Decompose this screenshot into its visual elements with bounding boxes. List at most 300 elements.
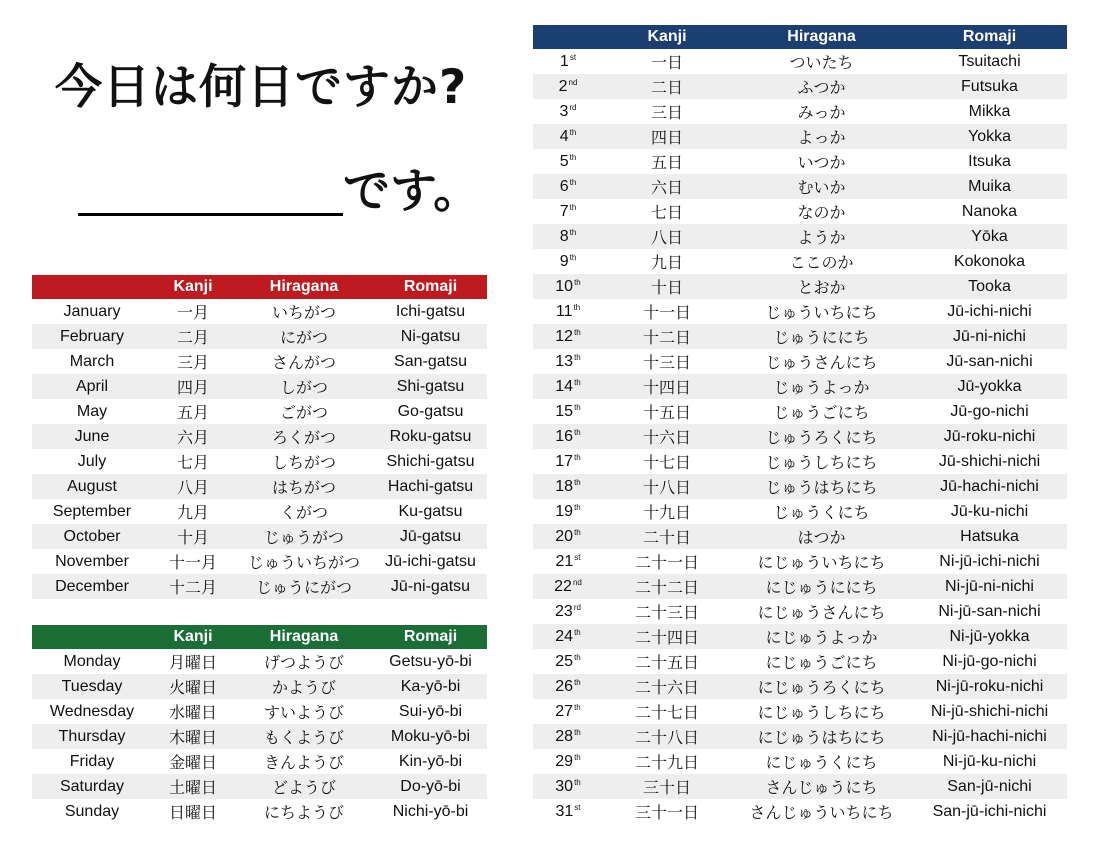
romaji-cell: Mikka <box>912 99 1067 124</box>
month-row <box>32 549 487 574</box>
ordinal-cell <box>533 49 603 74</box>
ordinal-number: 1 <box>559 52 569 70</box>
ordinal-suffix: th <box>573 302 581 312</box>
ordinal-cell <box>533 499 603 524</box>
ordinal-suffix: th <box>574 677 581 687</box>
romaji-cell: Kin-yō-bi <box>374 749 487 774</box>
ordinal-cell <box>533 449 603 474</box>
ordinal-cell <box>533 674 603 699</box>
ordinal-suffix: th <box>574 752 581 762</box>
header-empty <box>533 25 603 49</box>
ordinal-number: 28 <box>555 727 574 745</box>
ordinal-cell <box>533 549 603 574</box>
hiragana-cell: さんがつ <box>234 349 374 374</box>
header-romaji: Romaji <box>912 25 1067 49</box>
kanji-cell: 十二月 <box>152 574 234 599</box>
romaji-cell: Jū-go-nichi <box>912 399 1067 424</box>
romaji-cell: Ichi-gatsu <box>374 299 487 324</box>
kanji-cell: 二月 <box>152 324 234 349</box>
month-row <box>32 349 487 374</box>
ordinal-suffix: th <box>574 377 581 387</box>
ordinal-suffix: st <box>574 802 581 812</box>
romaji-cell: Jū-ichi-gatsu <box>374 549 487 574</box>
header-hiragana: Hiragana <box>234 625 374 649</box>
hiragana-cell: じゅういちにち <box>731 299 912 324</box>
date-row <box>533 224 1067 249</box>
english-cell: Wednesday <box>32 699 152 724</box>
hiragana-cell: げつようび <box>234 649 374 674</box>
kanji-cell: 二十四日 <box>603 624 731 649</box>
month-row <box>32 574 487 599</box>
hiragana-cell: ついたち <box>731 49 912 74</box>
ordinal-cell <box>533 474 603 499</box>
hiragana-cell: じゅうごにち <box>731 399 912 424</box>
romaji-cell: Jū-shichi-nichi <box>912 449 1067 474</box>
romaji-cell: Yokka <box>912 124 1067 149</box>
ordinal-number: 19 <box>555 502 574 520</box>
date-row <box>533 749 1067 774</box>
kanji-cell: 二十三日 <box>603 599 731 624</box>
romaji-cell: Jū-ku-nichi <box>912 499 1067 524</box>
hiragana-cell: はちがつ <box>234 474 374 499</box>
hiragana-cell: よっか <box>731 124 912 149</box>
ordinal-number: 20 <box>555 527 574 545</box>
kanji-cell: 六日 <box>603 174 731 199</box>
kanji-cell: 日曜日 <box>152 799 234 824</box>
romaji-cell: Ni-jū-go-nichi <box>912 649 1067 674</box>
months-table <box>32 275 487 599</box>
hiragana-cell: さんじゅういちにち <box>731 799 912 824</box>
weekday-row <box>32 799 487 824</box>
romaji-cell: Hatsuka <box>912 524 1067 549</box>
date-row <box>533 799 1067 824</box>
ordinal-cell <box>533 699 603 724</box>
date-row <box>533 574 1067 599</box>
english-cell: December <box>32 574 152 599</box>
month-row <box>32 299 487 324</box>
hiragana-cell: なのか <box>731 199 912 224</box>
ordinal-cell <box>533 249 603 274</box>
english-cell: February <box>32 324 152 349</box>
english-cell: April <box>32 374 152 399</box>
weekdays-table <box>32 625 487 824</box>
date-row <box>533 149 1067 174</box>
ordinal-suffix: th <box>569 127 577 137</box>
romaji-cell: Ni-jū-ichi-nichi <box>912 549 1067 574</box>
weekday-row <box>32 699 487 724</box>
hiragana-cell: じゅういちがつ <box>234 549 374 574</box>
kanji-cell: 十八日 <box>603 474 731 499</box>
english-cell: June <box>32 424 152 449</box>
kanji-cell: 五日 <box>603 149 731 174</box>
month-row <box>32 399 487 424</box>
date-row <box>533 249 1067 274</box>
ordinal-suffix: th <box>574 477 581 487</box>
english-cell: September <box>32 499 152 524</box>
weekday-row <box>32 649 487 674</box>
romaji-cell: Getsu-yō-bi <box>374 649 487 674</box>
ordinal-number: 13 <box>555 352 574 370</box>
kanji-cell: 七月 <box>152 449 234 474</box>
ordinal-cell <box>533 324 603 349</box>
weekday-row <box>32 749 487 774</box>
ordinal-number: 11 <box>555 302 573 320</box>
header-hiragana: Hiragana <box>731 25 912 49</box>
english-cell: Thursday <box>32 724 152 749</box>
romaji-cell: Moku-yō-bi <box>374 724 487 749</box>
date-row <box>533 199 1067 224</box>
romaji-cell: Go-gatsu <box>374 399 487 424</box>
ordinal-number: 31 <box>555 802 574 820</box>
english-cell: Friday <box>32 749 152 774</box>
ordinal-number: 18 <box>555 477 574 495</box>
ordinal-cell <box>533 649 603 674</box>
ordinal-cell <box>533 174 603 199</box>
month-row <box>32 324 487 349</box>
romaji-cell: Ni-jū-ni-nichi <box>912 574 1067 599</box>
header-romaji: Romaji <box>374 625 487 649</box>
ordinal-number: 23 <box>555 602 573 620</box>
kanji-cell: 金曜日 <box>152 749 234 774</box>
month-row <box>32 524 487 549</box>
kanji-cell: 月曜日 <box>152 649 234 674</box>
romaji-cell: Hachi-gatsu <box>374 474 487 499</box>
date-row <box>533 549 1067 574</box>
hiragana-cell: にじゅうしちにち <box>731 699 912 724</box>
hiragana-cell: すいようび <box>234 699 374 724</box>
ordinal-suffix: th <box>574 627 581 637</box>
header-empty <box>32 625 152 649</box>
romaji-cell: Ni-jū-yokka <box>912 624 1067 649</box>
romaji-cell: Jū-san-nichi <box>912 349 1067 374</box>
month-row <box>32 449 487 474</box>
ordinal-number: 6 <box>559 177 569 195</box>
ordinal-cell <box>533 374 603 399</box>
romaji-cell: Roku-gatsu <box>374 424 487 449</box>
hiragana-cell: にじゅうごにち <box>731 649 912 674</box>
hiragana-cell: じゅうよっか <box>731 374 912 399</box>
romaji-cell: San-jū-nichi <box>912 774 1067 799</box>
english-cell: August <box>32 474 152 499</box>
ordinal-number: 9 <box>559 252 569 270</box>
hiragana-cell: きんようび <box>234 749 374 774</box>
kanji-cell: 十日 <box>603 274 731 299</box>
kanji-cell: 二十八日 <box>603 724 731 749</box>
hiragana-cell: もくようび <box>234 724 374 749</box>
kanji-cell: 六月 <box>152 424 234 449</box>
kanji-cell: 八日 <box>603 224 731 249</box>
ordinal-number: 22 <box>554 577 572 595</box>
kanji-cell: 三月 <box>152 349 234 374</box>
ordinal-number: 2 <box>558 77 568 95</box>
romaji-cell: Nanoka <box>912 199 1067 224</box>
romaji-cell: Jū-hachi-nichi <box>912 474 1067 499</box>
romaji-cell: Jū-gatsu <box>374 524 487 549</box>
month-row <box>32 474 487 499</box>
header-kanji: Kanji <box>152 625 234 649</box>
kanji-cell: 二日 <box>603 74 731 99</box>
ordinal-cell <box>533 399 603 424</box>
hiragana-cell: さんじゅうにち <box>731 774 912 799</box>
ordinal-number: 30 <box>555 777 574 795</box>
ordinal-cell <box>533 624 603 649</box>
kanji-cell: 十六日 <box>603 424 731 449</box>
ordinal-number: 27 <box>555 702 574 720</box>
ordinal-suffix: th <box>569 252 577 262</box>
kanji-cell: 十四日 <box>603 374 731 399</box>
english-cell: Monday <box>32 649 152 674</box>
ordinal-cell <box>533 149 603 174</box>
romaji-cell: Do-yō-bi <box>374 774 487 799</box>
english-cell: October <box>32 524 152 549</box>
ordinal-number: 7 <box>559 202 569 220</box>
kanji-cell: 十一日 <box>603 299 731 324</box>
romaji-cell: Ni-gatsu <box>374 324 487 349</box>
kanji-cell: 四月 <box>152 374 234 399</box>
month-row <box>32 499 487 524</box>
date-row <box>533 499 1067 524</box>
ordinal-number: 12 <box>555 327 574 345</box>
romaji-cell: Shichi-gatsu <box>374 449 487 474</box>
romaji-cell: Ni-jū-ku-nichi <box>912 749 1067 774</box>
weekdays-header-row <box>32 625 487 649</box>
ordinal-suffix: th <box>574 352 581 362</box>
date-row <box>533 124 1067 149</box>
ordinal-suffix: th <box>569 177 577 187</box>
ordinal-suffix: th <box>574 702 581 712</box>
hiragana-cell: ようか <box>731 224 912 249</box>
hiragana-cell: じゅうくにち <box>731 499 912 524</box>
hiragana-cell: にじゅうはちにち <box>731 724 912 749</box>
kanji-cell: 二十二日 <box>603 574 731 599</box>
hiragana-cell: にじゅういちにち <box>731 549 912 574</box>
romaji-cell: Itsuka <box>912 149 1067 174</box>
hiragana-cell: ろくがつ <box>234 424 374 449</box>
ordinal-cell <box>533 574 603 599</box>
romaji-cell: Jū-ni-nichi <box>912 324 1067 349</box>
romaji-cell: San-jū-ichi-nichi <box>912 799 1067 824</box>
weekday-row <box>32 724 487 749</box>
header-kanji: Kanji <box>152 275 234 299</box>
romaji-cell: Jū-roku-nichi <box>912 424 1067 449</box>
dates-table <box>533 25 1067 824</box>
kanji-cell: 三十一日 <box>603 799 731 824</box>
hiragana-cell: いちがつ <box>234 299 374 324</box>
date-row <box>533 774 1067 799</box>
ordinal-suffix: th <box>569 202 577 212</box>
hiragana-cell: とおか <box>731 274 912 299</box>
ordinal-cell <box>533 349 603 374</box>
kanji-cell: 十一月 <box>152 549 234 574</box>
ordinal-cell <box>533 199 603 224</box>
ordinal-suffix: th <box>569 152 577 162</box>
header-romaji: Romaji <box>374 275 487 299</box>
hiragana-cell: かようび <box>234 674 374 699</box>
kanji-cell: 十九日 <box>603 499 731 524</box>
ordinal-suffix: th <box>574 402 581 412</box>
kanji-cell: 二十一日 <box>603 549 731 574</box>
english-cell: March <box>32 349 152 374</box>
kanji-cell: 八月 <box>152 474 234 499</box>
date-row <box>533 649 1067 674</box>
ordinal-cell <box>533 74 603 99</box>
romaji-cell: Futsuka <box>912 74 1067 99</box>
hiragana-cell: ごがつ <box>234 399 374 424</box>
ordinal-suffix: th <box>574 502 581 512</box>
kanji-cell: 四日 <box>603 124 731 149</box>
kanji-cell: 十七日 <box>603 449 731 474</box>
romaji-cell: Ni-jū-san-nichi <box>912 599 1067 624</box>
date-row <box>533 349 1067 374</box>
romaji-cell: Ku-gatsu <box>374 499 487 524</box>
english-cell: January <box>32 299 152 324</box>
kanji-cell: 十三日 <box>603 349 731 374</box>
romaji-cell: Sui-yō-bi <box>374 699 487 724</box>
romaji-cell: Shi-gatsu <box>374 374 487 399</box>
kanji-cell: 二十六日 <box>603 674 731 699</box>
ordinal-suffix: th <box>574 277 581 287</box>
kanji-cell: 七日 <box>603 199 731 224</box>
date-row <box>533 599 1067 624</box>
page-title: 今日は何日ですか? <box>55 60 468 115</box>
hiragana-cell: にじゅうににち <box>731 574 912 599</box>
date-row <box>533 99 1067 124</box>
hiragana-cell: じゅうにがつ <box>234 574 374 599</box>
kanji-cell: 一月 <box>152 299 234 324</box>
month-row <box>32 424 487 449</box>
hiragana-cell: じゅうさんにち <box>731 349 912 374</box>
ordinal-suffix: rd <box>569 102 577 112</box>
hiragana-cell: みっか <box>731 99 912 124</box>
header-empty <box>32 275 152 299</box>
header-kanji: Kanji <box>603 25 731 49</box>
ordinal-number: 24 <box>555 627 574 645</box>
romaji-cell: Tsuitachi <box>912 49 1067 74</box>
hiragana-cell: くがつ <box>234 499 374 524</box>
ordinal-number: 25 <box>555 652 574 670</box>
kanji-cell: 水曜日 <box>152 699 234 724</box>
ordinal-suffix: th <box>574 427 581 437</box>
kanji-cell: 土曜日 <box>152 774 234 799</box>
date-row <box>533 274 1067 299</box>
kanji-cell: 十月 <box>152 524 234 549</box>
ordinal-cell <box>533 774 603 799</box>
hiragana-cell: にじゅうよっか <box>731 624 912 649</box>
romaji-cell: Jū-ichi-nichi <box>912 299 1067 324</box>
hiragana-cell: はつか <box>731 524 912 549</box>
date-row <box>533 399 1067 424</box>
answer-suffix: です。 <box>343 164 481 219</box>
ordinal-suffix: st <box>569 52 577 62</box>
hiragana-cell: にちようび <box>234 799 374 824</box>
ordinal-suffix: th <box>574 527 581 537</box>
romaji-cell: Tooka <box>912 274 1067 299</box>
weekday-row <box>32 674 487 699</box>
english-cell: Saturday <box>32 774 152 799</box>
hiragana-cell: いつか <box>731 149 912 174</box>
hiragana-cell: じゅうはちにち <box>731 474 912 499</box>
month-row <box>32 374 487 399</box>
weekday-row <box>32 774 487 799</box>
hiragana-cell: にじゅうさんにち <box>731 599 912 624</box>
english-cell: November <box>32 549 152 574</box>
ordinal-number: 10 <box>555 277 574 295</box>
ordinal-cell <box>533 99 603 124</box>
romaji-cell: Yōka <box>912 224 1067 249</box>
ordinal-cell <box>533 274 603 299</box>
ordinal-cell <box>533 599 603 624</box>
date-row <box>533 174 1067 199</box>
ordinal-cell <box>533 299 603 324</box>
hiragana-cell: どようび <box>234 774 374 799</box>
ordinal-number: 17 <box>555 452 574 470</box>
romaji-cell: Jū-ni-gatsu <box>374 574 487 599</box>
kanji-cell: 一日 <box>603 49 731 74</box>
ordinal-cell <box>533 424 603 449</box>
date-row <box>533 324 1067 349</box>
ordinal-suffix: rd <box>573 602 581 612</box>
ordinal-cell <box>533 749 603 774</box>
romaji-cell: Ka-yō-bi <box>374 674 487 699</box>
ordinal-cell <box>533 724 603 749</box>
ordinal-suffix: nd <box>568 77 578 87</box>
hiragana-cell: ここのか <box>731 249 912 274</box>
header-hiragana: Hiragana <box>234 275 374 299</box>
ordinal-number: 14 <box>555 377 574 395</box>
ordinal-cell <box>533 799 603 824</box>
romaji-cell: Jū-yokka <box>912 374 1067 399</box>
ordinal-suffix: th <box>569 227 577 237</box>
romaji-cell: Muika <box>912 174 1067 199</box>
ordinal-number: 15 <box>555 402 574 420</box>
english-cell: July <box>32 449 152 474</box>
ordinal-suffix: nd <box>572 577 582 587</box>
ordinal-number: 4 <box>559 127 569 145</box>
ordinal-suffix: st <box>574 552 581 562</box>
date-row <box>533 424 1067 449</box>
date-row <box>533 449 1067 474</box>
date-row <box>533 524 1067 549</box>
kanji-cell: 木曜日 <box>152 724 234 749</box>
kanji-cell: 十五日 <box>603 399 731 424</box>
hiragana-cell: しちがつ <box>234 449 374 474</box>
hiragana-cell: ふつか <box>731 74 912 99</box>
kanji-cell: 九日 <box>603 249 731 274</box>
date-row <box>533 624 1067 649</box>
hiragana-cell: じゅうしちにち <box>731 449 912 474</box>
romaji-cell: Ni-jū-roku-nichi <box>912 674 1067 699</box>
ordinal-suffix: th <box>574 727 581 737</box>
ordinal-cell <box>533 124 603 149</box>
ordinal-suffix: th <box>574 452 581 462</box>
months-header-row <box>32 275 487 299</box>
hiragana-cell: じゅうろくにち <box>731 424 912 449</box>
kanji-cell: 五月 <box>152 399 234 424</box>
romaji-cell: Kokonoka <box>912 249 1067 274</box>
dates-header-row <box>533 25 1067 49</box>
hiragana-cell: じゅうがつ <box>234 524 374 549</box>
kanji-cell: 二十五日 <box>603 649 731 674</box>
kanji-cell: 二十日 <box>603 524 731 549</box>
date-row <box>533 674 1067 699</box>
kanji-cell: 三十日 <box>603 774 731 799</box>
hiragana-cell: じゅうににち <box>731 324 912 349</box>
romaji-cell: Nichi-yō-bi <box>374 799 487 824</box>
date-row <box>533 699 1067 724</box>
hiragana-cell: しがつ <box>234 374 374 399</box>
date-row <box>533 74 1067 99</box>
ordinal-cell <box>533 524 603 549</box>
